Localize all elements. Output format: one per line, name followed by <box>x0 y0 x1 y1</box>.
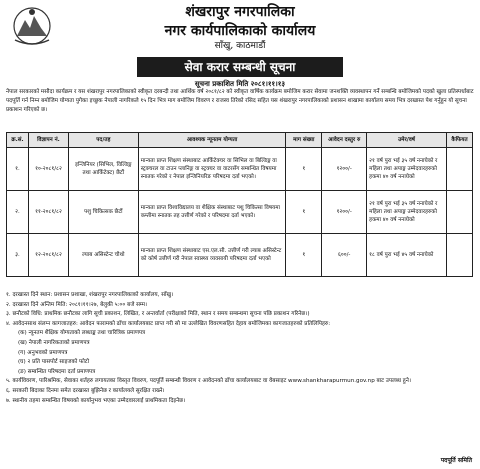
cell-remarks <box>446 148 472 191</box>
note-item: ५. कार्यविवरण, पारिश्रमिक, सेवाका शर्तहरु लगायतका विस्तृत विवरण, पदपूर्ति सम्बन्धी विवरण र आवेदनको ढाँचा कार्यालयबाट वा वेबसाइट www.shankharapurmun.gov.np बाट उपलब्ध हुने। <box>6 378 411 385</box>
sub-note-item: (ङ) सम्बन्धित परिषदमा दर्ता प्रमाणपत्र <box>18 368 96 375</box>
notes-section <box>6 291 474 406</box>
cell-qualification: मान्यता प्राप्त विश्वविद्यालय वा शैक्षिक संस्थाबाट पशु चिकित्सा विषयमा कम्तीमा स्नातक तह उत्तीर्ण गरेको र परिषदमा दर्ता भएको। <box>138 191 286 234</box>
note-item: ६. सरकारी बिदाका दिनमा समेत दरखास्त बुझिनेछ र कार्यालयले सुरक्षित राख्ने। <box>6 387 165 394</box>
cell-age: १८ वर्ष पुरा भई ४५ वर्ष ननाघेको <box>367 234 447 277</box>
office-location: साँखु, काठमाडौं <box>214 41 266 51</box>
header-serial: क्र.सं. <box>7 133 29 148</box>
header-post: पद/तह <box>68 133 138 148</box>
header-age: उमेर/वर्ष <box>367 133 447 148</box>
cell-demand: १ <box>286 234 322 277</box>
note-item: २. दरखास्त दिने अन्तिम मिति: २०८१।११।२७, बेलुकी ५:०० बजे सम्म। <box>6 301 148 308</box>
cell-ad-no: ११-२०८१/८२ <box>28 191 68 234</box>
cell-post: ल्याब असिस्टेन्ट चौथो <box>68 234 138 277</box>
table-row <box>7 234 473 277</box>
header-remarks: कैफियत <box>446 133 472 148</box>
notice-title-banner: सेवा करार सम्बन्धी सूचना <box>137 57 343 77</box>
sub-note-item: (क) न्यूनतम शैक्षिक योग्यताको लब्धाङ्क तथा चारित्रिक प्रमाणपत्र <box>18 330 146 337</box>
cell-ad-no: १०-२०८१/८२ <box>28 148 68 191</box>
cell-fee: ६००/- <box>322 234 367 277</box>
note-item: ७. स्थानीय तहमा सम्बन्धित विषयको कार्यानुभव भएका उम्मेदवारलाई प्राथमिकता दिइनेछ। <box>6 397 186 404</box>
intro-paragraph: नेपाल सरकारको मसौदा कार्यक्रम र यस शंखरापुर नगरपालिकाको स्वीकृत दरबन्दी तथा आर्थिक वर्ष २०८१/८२ को स्वीकृत वार्षिक कार्यक्रम बमोजिम करार सेवामा जनशक्ति व्यवस्थापन गर्ने सम्बन्धि बमोजिमको पदको खुला प्रतिस्पर्धाबाट पदपूर्ति गर्न निम्न बमोजिम योग्यता पुगेका इच्छुक नेपाली नागरिकले १५ दिन भित्र माग बमोजिम विवरण र राजस्व तिरेको रसिद सहित यस शंखरापुर नगरपालिकाको प्रशासन शाखामा कार्यालय समय भित्र दरखास्त पेश गर्नुहुन यो सूचना प्रकाशन गरिएको छ। <box>6 89 474 114</box>
table-row <box>7 191 473 234</box>
publish-date: सूचना प्रकाशित मिति २०८१।११।१३ <box>194 80 286 88</box>
header-fee: आवेदन दस्तुर रु <box>322 133 367 148</box>
cell-demand: १ <box>286 148 322 191</box>
cell-serial: १. <box>7 148 29 191</box>
vacancy-table <box>6 132 473 277</box>
signature-committee: पदपूर्ति समिति <box>440 457 472 464</box>
table-header-row <box>7 133 473 148</box>
cell-qualification: मान्यता प्राप्त शिक्षण संस्थाबाट आर्किटेक्चर वा सिभिल वा बिल्डिङ्ग वा स्ट्रक्चरल वा टाउन प्लानिङ्ग वा स्ट्रक्चर वा वाटरसँग सम्बन्धित विषयमा स्नातक गरेको र नेपाल इन्जिनियरिङ परिषदमा दर्ता भएको। <box>138 148 286 191</box>
note-item: ४. आवेदनसाथ संलग्न कागजातहरु: आवेदन फारामको ढाँचा कार्यालयबाट प्राप्त गरी सो मा उल्लेखित विवरणसहित देहाय बमोजिमका कागजातहरुको प्रतिलिपिहरु: <box>6 320 331 327</box>
cell-post: पशु चिकित्सक छैटौं <box>68 191 138 234</box>
cell-qualification: मान्यता प्राप्त शिक्षण संस्थाबाट एस.एल.सी. उत्तीर्ण गरी ल्याब असिस्टेन्ट को कोर्ष उत्तीर्ण गरी नेपाल स्वास्थ्य व्यवसायी परिषदमा दर्ता भएको <box>138 234 286 277</box>
table-row <box>7 148 473 191</box>
cell-ad-no: १२-२०८१/८२ <box>28 234 68 277</box>
cell-fee: १२००/- <box>322 191 367 234</box>
header-demand: माग संख्या <box>286 133 322 148</box>
cell-age: २१ वर्ष पुरा भई ३५ वर्ष ननाघेको र महिला तथा अपाङ्ग उम्मेदवारहरुको हकमा ४० वर्ष ननाघेको <box>367 148 447 191</box>
municipality-name: शंखरापुर नगरपालिका <box>185 4 295 20</box>
note-item: ३. छनौटको विधि: प्राथमिक छनौटका लागि सूची प्रकाशन, लिखित, र अन्तर्वार्ता (परीक्षाको मिति, स्थान र समय सम्बन्धमा सूचना पछि प्रकाशन गरिनेछ।) <box>6 311 310 318</box>
cell-age: २१ वर्ष पुरा भई ३५ वर्ष ननाघेको र महिला तथा अपाङ्ग उम्मेदवारहरुको हकमा ४० वर्ष ननाघेको <box>367 191 447 234</box>
cell-serial: २. <box>7 191 29 234</box>
cell-serial: ३. <box>7 234 29 277</box>
office-name: नगर कार्यपालिकाको कार्यालय <box>164 23 316 39</box>
sub-note-item: (ख) नेपाली नागरिकताको प्रमाणपत्र <box>18 339 90 346</box>
note-item: १. दरखास्त दिने स्थान: प्रशासन प्रशाखा, शंखरापुर नगरपालिकाको कार्यालय, साँखु। <box>6 292 174 298</box>
cell-fee: १२००/- <box>322 148 367 191</box>
header-qualification: आवश्यक न्यूनतम योग्यता <box>138 133 286 148</box>
cell-post: इन्जिनियर (सिभिल, विल्डिङ्ग तथा आर्किटेक्ट) छैटौं <box>68 148 138 191</box>
cell-demand: १ <box>286 191 322 234</box>
header-ad-no: विज्ञापन नं. <box>28 133 68 148</box>
cell-remarks <box>446 234 472 277</box>
sub-note-item: (ग) अनुभवको प्रमाणपत्र <box>18 349 68 356</box>
sub-note-item: (घ) २ प्रति पासपोर्ट साइजको फोटो <box>18 359 90 366</box>
cell-remarks <box>446 191 472 234</box>
